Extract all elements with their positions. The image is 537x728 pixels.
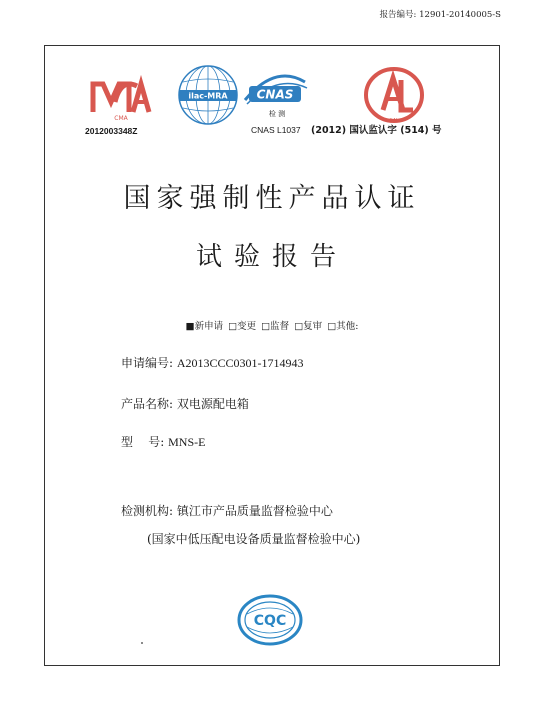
- application-number-row: [121, 354, 304, 371]
- cma-code: 2012003348Z: [85, 126, 138, 136]
- checkbox-icon: □: [261, 321, 271, 332]
- testing-lab-value: 镇江市产品质量监督检验中心: [176, 504, 333, 518]
- application-number-value: A2013CCC0301-1714943: [176, 356, 304, 370]
- model-row: [121, 433, 205, 450]
- product-name-row: [121, 395, 249, 412]
- checkbox-icon: □: [294, 321, 304, 332]
- scan-speck: [141, 642, 143, 644]
- option-new-application: ■新申请: [185, 321, 224, 332]
- option-change: □变更: [228, 321, 257, 332]
- product-name-label: 产品名称:: [121, 397, 174, 411]
- cal-logo-text: CAL: [389, 118, 399, 124]
- checkbox-icon: □: [228, 321, 238, 332]
- model-label: 型 号:: [121, 435, 165, 449]
- certificate-frame: [44, 45, 500, 666]
- cqc-logo-icon: [237, 594, 303, 646]
- checkbox-icon: □: [327, 321, 337, 332]
- document-title: 国家强制性产品认证: [123, 183, 421, 214]
- model-value: MNS-E: [168, 435, 206, 449]
- option-other: □其他:: [327, 321, 359, 332]
- product-name-value: 双电源配电箱: [176, 397, 249, 411]
- testing-lab-alias: (国家中低压配电设备质量监督检验中心): [147, 532, 361, 546]
- application-type-options: [45, 318, 499, 332]
- report-number-value: 12901-20140005-S: [419, 10, 501, 20]
- accreditation-logos: [45, 46, 499, 146]
- cnas-logo-text: CNAS: [256, 87, 294, 102]
- application-number-label: 申请编号:: [121, 356, 174, 370]
- cnas-logo-icon: [239, 70, 311, 126]
- option-supervision: □监督: [261, 321, 290, 332]
- cqc-logo-text: CQC: [253, 613, 287, 629]
- report-number: [380, 8, 501, 20]
- cal-logo-icon: [363, 66, 425, 124]
- cal-code: (2012) 国认监认字 (514) 号: [311, 125, 442, 136]
- checked-box-icon: ■: [185, 321, 195, 332]
- cnas-code: CNAS L1037: [251, 125, 301, 135]
- testing-lab-label: 检测机构:: [121, 504, 174, 518]
- report-number-label: 报告编号:: [379, 10, 417, 20]
- option-review: □复审: [294, 321, 323, 332]
- cma-logo-icon: [89, 72, 153, 122]
- cnas-sub-text: 检 测: [268, 110, 286, 118]
- ilac-mra-globe-icon: [177, 64, 239, 126]
- ilac-logo-text: ilac-MRA: [188, 91, 228, 101]
- document-subtitle: 试验报告: [195, 242, 348, 272]
- cma-logo-text: CMA: [114, 115, 128, 122]
- testing-lab-row: [121, 502, 333, 519]
